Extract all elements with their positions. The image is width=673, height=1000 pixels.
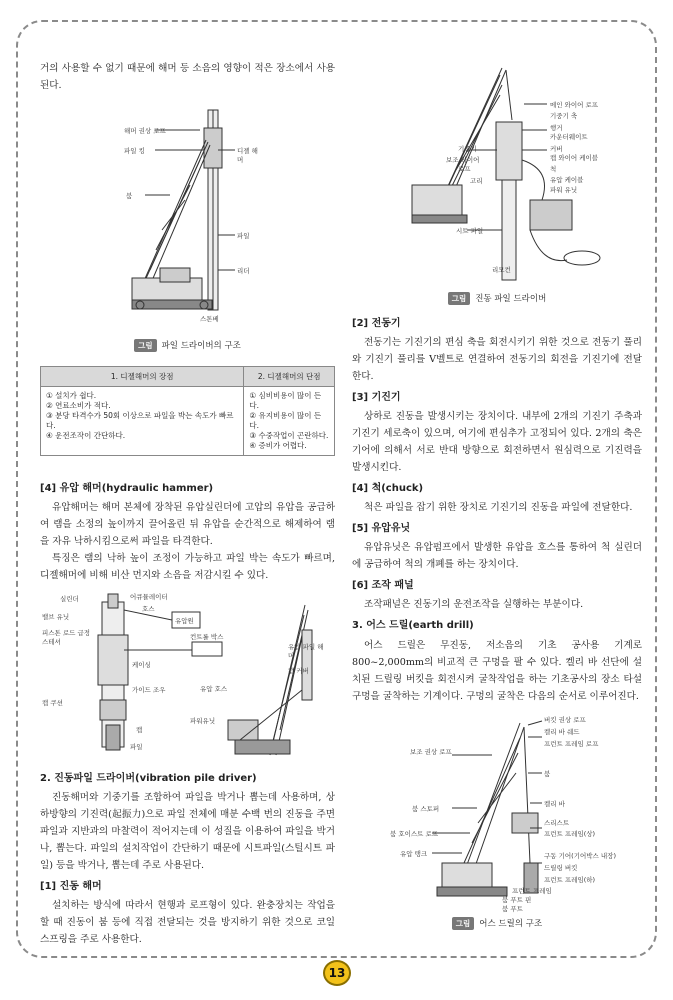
label-diesel-hammer: 디젤 해머 <box>237 147 258 164</box>
hydraulic-hammer-figure <box>40 590 335 760</box>
label-piston-rod: 피스톤 로드 급정 스테셔 <box>42 629 91 646</box>
earth-drill-figure <box>352 713 642 913</box>
page-number: 13 <box>323 960 351 986</box>
table-header-cons: 2. 디젤해머의 단점 <box>244 367 335 387</box>
right-column <box>352 60 642 930</box>
label-cylinder: 실린더 <box>60 595 79 603</box>
chuck-heading: [4] 척(chuck) <box>352 483 424 494</box>
table-header-pros: 1. 디젤해머의 장점 <box>41 367 244 387</box>
label-hyd-cable: 유압 케이블 <box>550 176 584 184</box>
figure1-caption-text: 파일 드라이버의 구조 <box>161 341 241 351</box>
earth-drill-para: 어스 드릴은 무진동, 저소음의 기초 공사용 기계로 800~2,000mm의 비교적 큰 구멍을 팔 수 있다. 켈리 바 선단에 설치된 드릴링 버킷을 회전시켜 굴착작업을 하는 기초공사의 장소 타설 구멍을 굴착하는 기계이다. 구멍의 굴착은 다음의 순서로 이루어진다. <box>352 640 642 702</box>
exciter-para: 상하로 진동을 발생시키는 장치이다. 내부에 2개의 기진기 주축과 기진기 세로축이 있으며, 여기에 편심추가 고정되어 있다. 2개의 축은 기어에 의해서 서로 반대 방향으로 회전하면서 원심력으로 기진력을 발생시킨다. <box>352 411 642 473</box>
label-bucket-rope: 버킷 권상 로프 <box>544 716 586 724</box>
label-boom: 붐 <box>126 192 133 200</box>
label-hydraulic-source: 유압원 <box>175 617 194 625</box>
pile-driver-figure <box>40 100 335 335</box>
label-casing: 케이싱 <box>132 661 151 669</box>
label-aux-rope: 보조 권상 로프 <box>410 748 452 756</box>
label-boom-foot: 붐 푸트 <box>502 905 523 913</box>
label-drive-gear: 구동 기어(기어박스 내장) <box>544 852 616 860</box>
diesel-hammer-table <box>40 366 335 456</box>
pro-item: ③ 분당 타격수가 50회 이상으로 파일을 박는 속도가 빠르다. <box>46 411 234 430</box>
label-kelly-shed: 켈리 바 쉐드 <box>544 728 580 736</box>
figure-tag: 그림 <box>134 339 157 352</box>
label-boom-hoist: 붐 호이스트 로프 <box>390 830 439 838</box>
label-cover: 커버 <box>550 145 563 153</box>
label-drill-bucket: 드릴링 버킷 <box>544 864 578 872</box>
label-kelly-bar: 켈리 바 <box>544 800 565 808</box>
label-rope: 로프 <box>458 165 471 173</box>
figure3-caption-text: 진동 파일 드라이버 <box>475 294 547 304</box>
panel-para: 조작패널은 진동기의 운전조작을 실행하는 부분이다. <box>364 599 584 610</box>
label-cap-wire: 캡 와이어 케이블 <box>550 154 599 162</box>
label-pile-king: 파일 킹 <box>124 147 145 155</box>
figure-tag: 그림 <box>452 917 475 930</box>
hydraulic-para1: 유압해머는 해머 본체에 장착된 유압실린더에 고압의 유압을 공급하여 램을 소정의 높이까지 끌어올린 뒤 유압을 순간적으로 해제하여 램을 자유 낙하시킴으로써 파일을 타격한다. <box>40 502 335 547</box>
label-cap-cover: 캡 커버 <box>288 667 309 675</box>
label-sheet-pile: 시트 파일 <box>456 227 484 235</box>
figure3-caption <box>352 292 642 305</box>
hydraulic-para2: 특징은 램의 낙하 높이 조정이 가능하고 파일 박는 속도가 빠르며, 디젤해머에 비해 비산 먼지와 소음을 저감시킬 수 있다. <box>40 553 335 581</box>
label-front-frame-bottom: 프런트 프레임(하) <box>544 876 596 884</box>
vibration-driver-figure <box>352 60 642 288</box>
label-power-unit-2: 파워 유닛 <box>550 186 578 194</box>
pro-item: ④ 운전조작이 간단하다. <box>46 431 126 440</box>
label-pile: 파일 <box>237 232 250 240</box>
earth-drill-heading: 3. 어스 드릴(earth drill) <box>352 620 474 631</box>
pile-driver-illustration <box>40 100 335 322</box>
panel-heading: [6] 조작 패널 <box>352 580 414 591</box>
label-hydraulic-hose: 유압 호스 <box>200 685 228 693</box>
vibration-hammer-para: 설치하는 방식에 따라서 현행과 로프형이 있다. 완충장치는 작업을 할 때 진동이 붐 등에 직접 전달되는 것을 방지하기 위한 것으로 코일 스프링을 주로 사용한다. <box>40 900 335 945</box>
label-main-wire: 메인 와이어 로프 <box>550 101 599 109</box>
vibration-driver-illustration <box>352 60 642 288</box>
label-remote: 리모컨 <box>492 266 511 274</box>
label-hyd-tank: 유압 탱크 <box>400 850 428 858</box>
table-pros-cell <box>41 387 244 456</box>
label-chuck: 척 <box>550 165 557 173</box>
left-column <box>40 60 335 948</box>
con-item: ① 심비비용이 많이 든다. <box>249 391 322 410</box>
label-boom-foot-pin: 붐 푸트 핀 <box>502 896 532 904</box>
intro-paragraph: 거의 사용할 수 없기 때문에 해머 등 소음의 영향이 적은 장소에서 사용된다. <box>40 63 335 91</box>
exciter-heading: [3] 기진기 <box>352 392 401 403</box>
hydraulic-hammer-heading: [4] 유압 해머(hydraulic hammer) <box>40 483 214 494</box>
label-front-frame-rope: 프런트 프레임 로프 <box>544 740 599 748</box>
label-cap: 캡 <box>136 726 143 734</box>
label-pile-2: 파일 <box>130 743 143 751</box>
con-item: ② 유지비용이 많이 든다. <box>249 411 322 430</box>
figure4-caption <box>352 917 642 930</box>
figure-tag: 그림 <box>448 292 471 305</box>
motor-para: 전동기는 기진기의 편심 축을 회전시키기 위한 것으로 전동기 풀리와 기진기 풀리를 V벨트로 연결하여 전동기의 회전을 기진기에 전달한다. <box>352 337 642 382</box>
label-hook: 고리 <box>470 177 483 185</box>
figure1-caption <box>40 339 335 352</box>
vibration-driver-para: 진동해머와 기중기를 조합하여 파일을 박거나 뽑는데 사용하며, 상하방향의 기진력(起振力)으로 파일 전체에 매분 수백 번의 진동을 주면 파일과 지반과의 마찰력이 적어지는데 이 성질을 이용하여 파일을 박거나, 뽑는다. 파일의 설치작업이 간단하기 때문에 시트파일(스틸시트 파일) 등을 박거나, 뽑는데 주로 사용된다. <box>40 792 335 871</box>
label-front-frame-2: 프런트 프레임 <box>512 887 552 895</box>
label-boom-2: 붐 <box>544 770 551 778</box>
label-control-box: 컨트롤 박스 <box>190 633 224 641</box>
label-thrust: 스리스트 <box>544 819 570 827</box>
label-valve-unit: 밸브 유닛 <box>42 613 70 621</box>
vibration-hammer-heading: [1] 진동 해머 <box>40 881 102 892</box>
label-counterweight: 카운터웨이트 <box>550 133 588 141</box>
label-stone: 스톤베 <box>200 315 219 323</box>
label-power-unit: 파워유닛 <box>190 717 216 725</box>
con-item: ④ 증비가 어렵다. <box>249 441 307 450</box>
unit-para: 유압유닛은 유압펌프에서 발생한 유압을 호스를 통하여 척 실린더에 공급하여 척의 개폐를 하는 장치이다. <box>352 542 642 570</box>
label-crane: 기중기 <box>458 145 477 153</box>
label-aux-wire: 보조 와이어 <box>446 156 480 164</box>
label-guide: 가이드 조우 <box>132 686 166 694</box>
label-boom-stopper: 붐 스토퍼 <box>412 805 440 813</box>
motor-heading: [2] 전동기 <box>352 318 401 329</box>
label-hammer-rope: 해머 권상 로프 <box>124 127 166 135</box>
label-crane-axis: 기중기 축 <box>550 112 578 120</box>
unit-heading: [5] 유압유닛 <box>352 523 411 534</box>
vibration-driver-heading: 2. 진동파일 드라이버(vibration pile driver) <box>40 773 257 784</box>
con-item: ③ 수중작업이 곤란하다. <box>249 431 329 440</box>
label-hanger: 행거 <box>550 124 563 132</box>
table-cons-cell <box>244 387 335 456</box>
pro-item: ① 설치가 쉽다. <box>46 391 97 400</box>
label-leader: 리더 <box>237 267 250 275</box>
chuck-para: 척은 파일을 잡기 위한 장치로 기진기의 진동을 파일에 전달한다. <box>364 502 633 513</box>
label-hose: 호스 <box>142 605 155 613</box>
label-front-frame-top: 프런트 프레임(상) <box>544 830 596 838</box>
label-pile-hammer: 유압 파일 해머 <box>288 643 324 660</box>
earth-drill-illustration <box>352 713 642 913</box>
figure4-caption-text: 어스 드릴의 구조 <box>479 919 543 929</box>
pro-item: ② 연료소비가 적다. <box>46 401 111 410</box>
label-cap-cushion: 캡 쿠션 <box>42 699 63 707</box>
label-accumulator: 어큐뮬레이터 <box>130 593 168 601</box>
